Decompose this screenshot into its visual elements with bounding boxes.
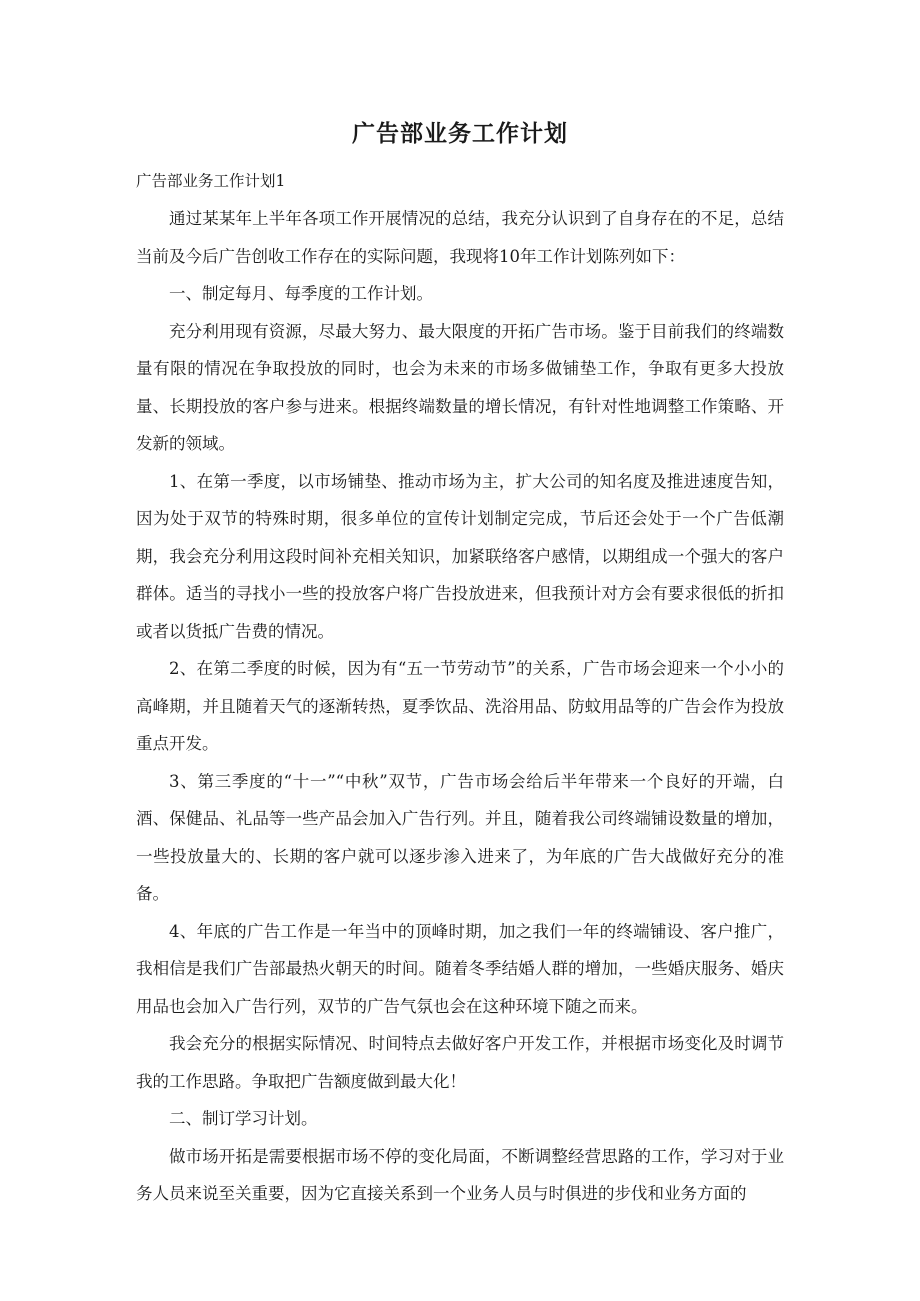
paragraph-summary: 我会充分的根据实际情况、时间特点去做好客户开发工作，并根据市场变化及时调节我的工作思路。争取把广告额度做到最大化！: [136, 1034, 784, 1091]
document-subtitle: 广告部业务工作计划1: [136, 172, 286, 190]
section-heading-1: 一、制定每月、每季度的工作计划。: [169, 284, 433, 303]
paragraph-resources: 充分利用现有资源，尽最大努力、最大限度的开拓广告市场。鉴于目前我们的终端数量有限的情况在争取投放的同时，也会为未来的市场多做铺垫工作，争取有更多大投放量、长期投放的客户参与进来。根据终端数量的增长情况，有针对性地调整工作策略、开发新的领域。: [136, 321, 784, 453]
paragraph-q4: 4、年底的广告工作是一年当中的顶峰时期，加之我们一年的终端铺设、客户推广，我相信是我们广告部最热火朝天的时间。随着冬季结婚人群的增加，一些婚庆服务、婚庆用品也会加入广告行列，双节的广告气氛也会在这种环境下随之而来。: [136, 921, 784, 1016]
document-title: 广告部业务工作计划: [352, 121, 568, 147]
paragraph-study: 做市场开拓是需要根据市场不停的变化局面，不断调整经营思路的工作，学习对于业务人员来说至关重要，因为它直接关系到一个业务人员与时俱进的步伐和业务方面的: [136, 1146, 784, 1203]
section-heading-2: 二、制订学习计划。: [169, 1109, 318, 1128]
document-body: [136, 200, 784, 1213]
paragraph-q2: 2、在第二季度的时候，因为有“五一节劳动节”的关系，广告市场会迎来一个小小的高峰期，并且随着天气的逐渐转热，夏季饮品、洗浴用品、防蚊用品等的广告会作为投放重点开发。: [136, 659, 784, 753]
paragraph-intro: 通过某某年上半年各项工作开展情况的总结，我充分认识到了自身存在的不足，总结当前及今后广告创收工作存在的实际问题，我现将10年工作计划陈列如下：: [136, 209, 784, 266]
paragraph-q3: 3、第三季度的“十一”“中秋”双节，广告市场会给后半年带来一个良好的开端，白酒、保健品、礼品等一些产品会加入广告行列。并且，随着我公司终端铺设数量的增加，一些投放量大的、长期的客户就可以逐步渗入进来了，为年底的广告大战做好充分的准备。: [136, 771, 784, 903]
paragraph-q1: 1、在第一季度，以市场铺垫、推动市场为主，扩大公司的知名度及推进速度告知，因为处于双节的特殊时期，很多单位的宣传计划制定完成，节后还会处于一个广告低潮期，我会充分利用这段时间补充相关知识，加紧联络客户感情，以期组成一个强大的客户群体。适当的寻找小一些的投放客户将广告投放进来，但我预计对方会有要求很低的折扣或者以货抵广告费的情况。: [136, 471, 784, 641]
